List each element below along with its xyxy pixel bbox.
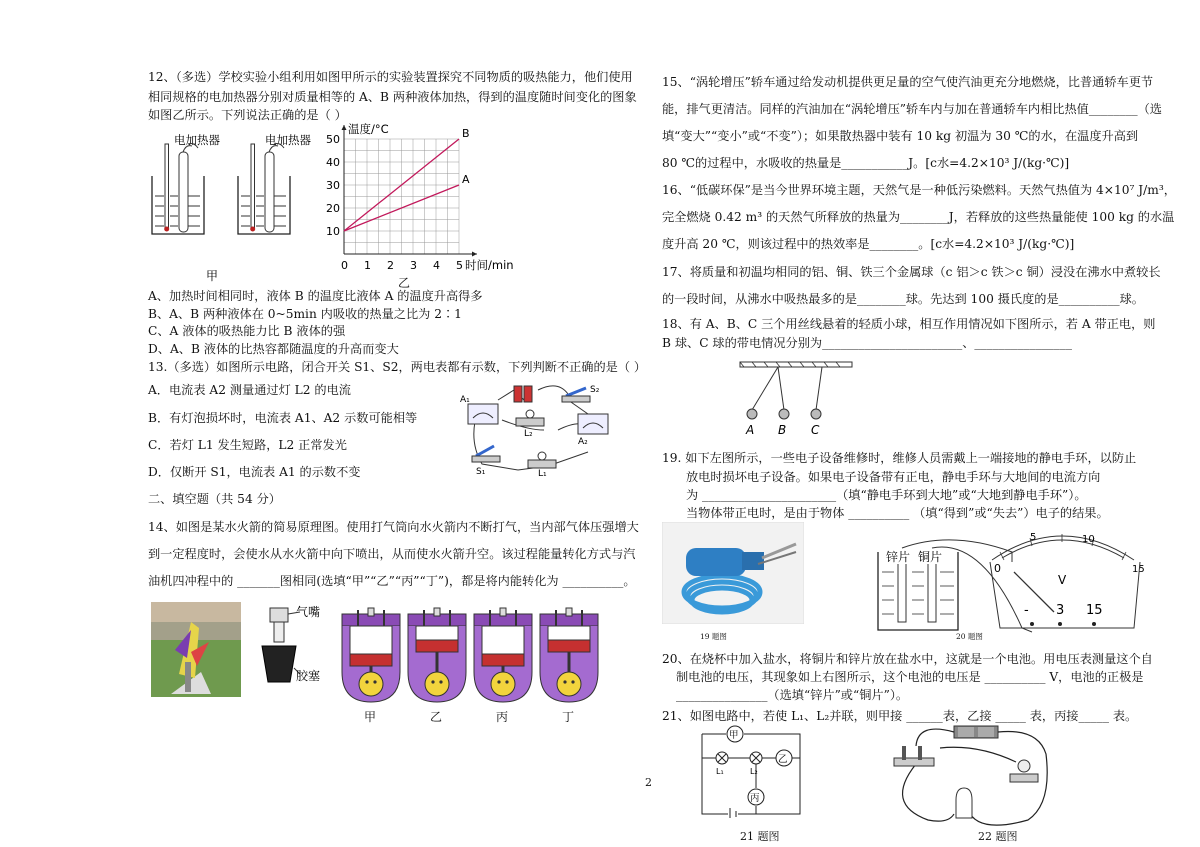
nozzle-plug-diagram	[256, 602, 326, 692]
q13-option-c: C．若灯 L1 发生短路，L2 正常发光	[148, 438, 347, 452]
x-tick-label: 4	[433, 259, 440, 272]
terminal-3: 3	[1056, 603, 1065, 618]
zinc-plate-label: 锌片	[886, 550, 911, 564]
q15-line-1: 15、“涡轮增压”轿车通过给发动机提供更足量的空气使汽油更充分地燃烧，比普通轿车更节	[662, 75, 1154, 89]
series-label-a: A	[462, 173, 470, 186]
y-tick-label: 20	[326, 202, 340, 215]
section-2-heading: 二、填空题（共 54 分）	[148, 492, 281, 506]
meter-jia: 甲	[729, 730, 739, 741]
meter-unit: V	[1058, 573, 1067, 587]
nozzle-label: 气嘴	[296, 605, 321, 619]
x-axis-arrow	[472, 252, 477, 257]
y-tick-label: 40	[326, 156, 340, 169]
meter-yi: 乙	[778, 754, 788, 765]
antistatic-wrist-strap-photo	[662, 522, 804, 624]
q19-line-4: 当物体带正电时，是由于物体 __________ （填“得到”或“失去”）电子的结果。	[686, 506, 1109, 520]
figure-yi-caption: 乙	[398, 276, 411, 290]
battery-voltmeter-figure	[872, 532, 1150, 636]
q20-line-3: _______________（选填“锌片”或“铜片”）。	[676, 688, 909, 702]
q12-line-2: 相同规格的电加热器分别对质量相等的 A、B 两种液体加热，得到的温度随时间变化的图象	[148, 90, 637, 104]
x-tick-label: 2	[387, 259, 394, 272]
chart-x-label: 时间/min	[465, 258, 514, 272]
q13-option-a: A．电流表 A2 测量通过灯 L2 的电流	[148, 383, 351, 397]
lamp-l2-label: L₂	[750, 767, 758, 776]
fig19-caption: 19 题图	[700, 632, 727, 641]
q14-line-2: 到一定程度时，会使水从水火箭中向下喷出，从而使水火箭升空。该过程能量转化方式与汽	[148, 547, 636, 561]
water-rocket-photo	[151, 602, 241, 697]
q12-option-d: D、A、B 液体的比热容都随温度的升高而变大	[148, 342, 399, 356]
meter-scale-5: 5	[1030, 532, 1037, 543]
engine-stroke-label: 乙	[430, 710, 443, 724]
chart-series	[344, 127, 470, 231]
q16-line-3: 度升高 20 ℃，则该过程中的热效率是________。[c水=4.2×10³ J/(kg·℃)]	[662, 237, 1075, 251]
x-tick-label: 0	[341, 259, 348, 272]
chart-y-label: 温度/°C	[348, 122, 389, 136]
ball-a-label: A	[746, 423, 755, 437]
q13-label-a1: A₁	[460, 395, 470, 405]
q20-line-1: 20、在烧杯中加入盐水，将铜片和锌片放在盐水中，这就是一个电池。用电压表测量这个自	[662, 652, 1153, 666]
y-axis-arrow	[342, 125, 347, 130]
q13-label-l1: L₁	[538, 469, 547, 478]
q13-label-s2: S₂	[590, 385, 600, 395]
meter-scale-15: 15	[1132, 564, 1145, 575]
fig21-caption: 21 题图	[740, 830, 780, 843]
heater-label-2: 电加热器	[265, 133, 311, 147]
q13-stem: 13.（多选）如图所示电路，闭合开关 S1、S2，两电表都有示数，下列判断不正确的是（ ）	[148, 360, 647, 374]
ball-c-label: C	[811, 423, 820, 437]
engine-strokes	[338, 606, 628, 726]
q12-option-a: A、加热时间相同时，液体 B 的温度比液体 A 的温度升高得多	[148, 289, 483, 303]
plug-label: 胶塞	[296, 669, 321, 683]
terminal-15: 15	[1086, 603, 1103, 618]
q13-label-a2: A₂	[578, 437, 588, 447]
chart-axes	[342, 125, 478, 257]
meter-bing: 丙	[750, 793, 760, 804]
meter-scale-0: 0	[994, 562, 1001, 575]
meter-scale-10: 10	[1082, 534, 1095, 545]
q13-option-d: D．仅断开 S1，电流表 A1 的示数不变	[148, 465, 361, 479]
q15-line-2: 能，排气更清洁。同样的汽油加在“涡轮增压”轿车内与加在普通轿车内相比热值________（选	[662, 102, 1162, 116]
q16-line-2: 完全燃烧 0.42 m³ 的天然气所释放的热量为________J，若释放的这些热量能使 100 kg 的水温	[662, 210, 1175, 224]
q13-label-s1: S₁	[476, 467, 486, 477]
q15-line-4: 80 ℃的过程中，水吸收的热量是___________J。[c水=4.2×10³ J/(kg·℃)]	[662, 156, 1070, 170]
y-tick-label: 30	[326, 179, 340, 192]
figure-jia-caption: 甲	[206, 269, 219, 283]
q12-line-3: 如图乙所示。下列说法正确的是（ ）	[148, 108, 347, 122]
q13-label-l2: L₂	[524, 429, 533, 439]
q22-circuit-picture	[888, 724, 1058, 828]
q19-line-1: 19. 如下左图所示，一些电子设备维修时，维修人员需戴上一端接地的静电手环，以防止	[662, 451, 1137, 465]
chart-grid	[344, 139, 459, 254]
terminal-minus: -	[1024, 603, 1029, 618]
q13-circuit-figure	[458, 370, 620, 478]
charged-balls-figure	[734, 360, 856, 440]
q21-line: 21、如图电路中，若使 L₁、L₂并联，则甲接 ______表，乙接 _____ 表，丙接_____ 表。	[662, 709, 1138, 723]
q21-circuit-diagram	[696, 722, 816, 818]
engine-stroke-label: 甲	[364, 710, 377, 724]
copper-plate-label: 铜片	[918, 550, 943, 564]
q12-option-c: C、A 液体的吸热能力比 B 液体的强	[148, 324, 346, 338]
q14-line-1: 14、如图是某水火箭的简易原理图。使用打气筒向水火箭内不断打气，当内部气体压强增大	[148, 520, 639, 534]
q19-line-2: 放电时损坏电子设备。如果电子设备带有正电，静电手环与大地间的电流方向	[686, 470, 1101, 484]
page-number: 2	[645, 776, 652, 789]
chart-ticks	[326, 133, 463, 272]
q17-line-2: 的一段时间，从沸水中吸热最多的是________球。先达到 100 摄氏度的是__________球。	[662, 292, 1144, 306]
q13-option-b: B．有灯泡损坏时，电流表 A1、A2 示数可能相等	[148, 411, 418, 425]
q20-line-2: 制电池的电压，其现象如上右图所示，这个电池的电压是 __________ V，电池的正极是	[676, 670, 1144, 684]
heater-label-1: 电加热器	[174, 133, 220, 147]
fig20-caption: 20 题图	[956, 632, 983, 641]
q12-line-1: 12、（多选）学校实验小组利用如图甲所示的实验装置探究不同物质的吸热能力，他们使用	[148, 70, 633, 84]
q16-line-1: 16、“低碳环保”是当今世界环境主题，天然气是一种低污染燃料。天然气热值为 4×10⁷ J/m³，	[662, 183, 1176, 197]
q17-line-1: 17、将质量和初温均相同的铝、铜、铁三个金属球（c 铝＞c 铁＞c 铜）浸没在沸水中煮较长	[662, 265, 1161, 279]
heater-beakers-figure	[148, 130, 328, 288]
q12-option-b: B、A、B 两种液体在 0~5min 内吸收的热量之比为 2∶1	[148, 307, 462, 321]
engine-stroke-label: 丁	[562, 710, 575, 724]
y-tick-label: 50	[326, 133, 340, 146]
x-tick-label: 3	[410, 259, 417, 272]
ball-b-label: B	[778, 423, 787, 437]
fig22-caption: 22 题图	[978, 830, 1018, 843]
q19-line-3: 为 ______________________（填“静电手环到大地”或“大地到静电手环”）。	[686, 488, 1087, 502]
q18-line-2: B 球、C 球的带电情况分别为_______________________、________________	[662, 336, 1072, 350]
x-tick-label: 1	[364, 259, 371, 272]
x-tick-label: 5	[456, 259, 463, 272]
y-tick-label: 10	[326, 225, 340, 238]
q18-line-1: 18、有 A、B、C 三个用丝线悬着的轻质小球，相互作用情况如下图所示，若 A 带正电，则	[662, 317, 1156, 331]
q15-line-3: 填“变大”“变小”或“不变”）；如果散热器中装有 10 kg 初温为 30 ℃的水，在温度升高到	[662, 129, 1139, 143]
engine-stroke-label: 丙	[496, 710, 509, 724]
temperature-chart	[324, 120, 524, 282]
series-label-b: B	[462, 127, 470, 140]
lamp-l1-label: L₁	[716, 767, 724, 776]
q14-line-3: 油机四冲程中的 _______图相同(选填“甲”“乙”“丙”“丁”)，都是将内能转化为 __________。	[148, 574, 636, 588]
